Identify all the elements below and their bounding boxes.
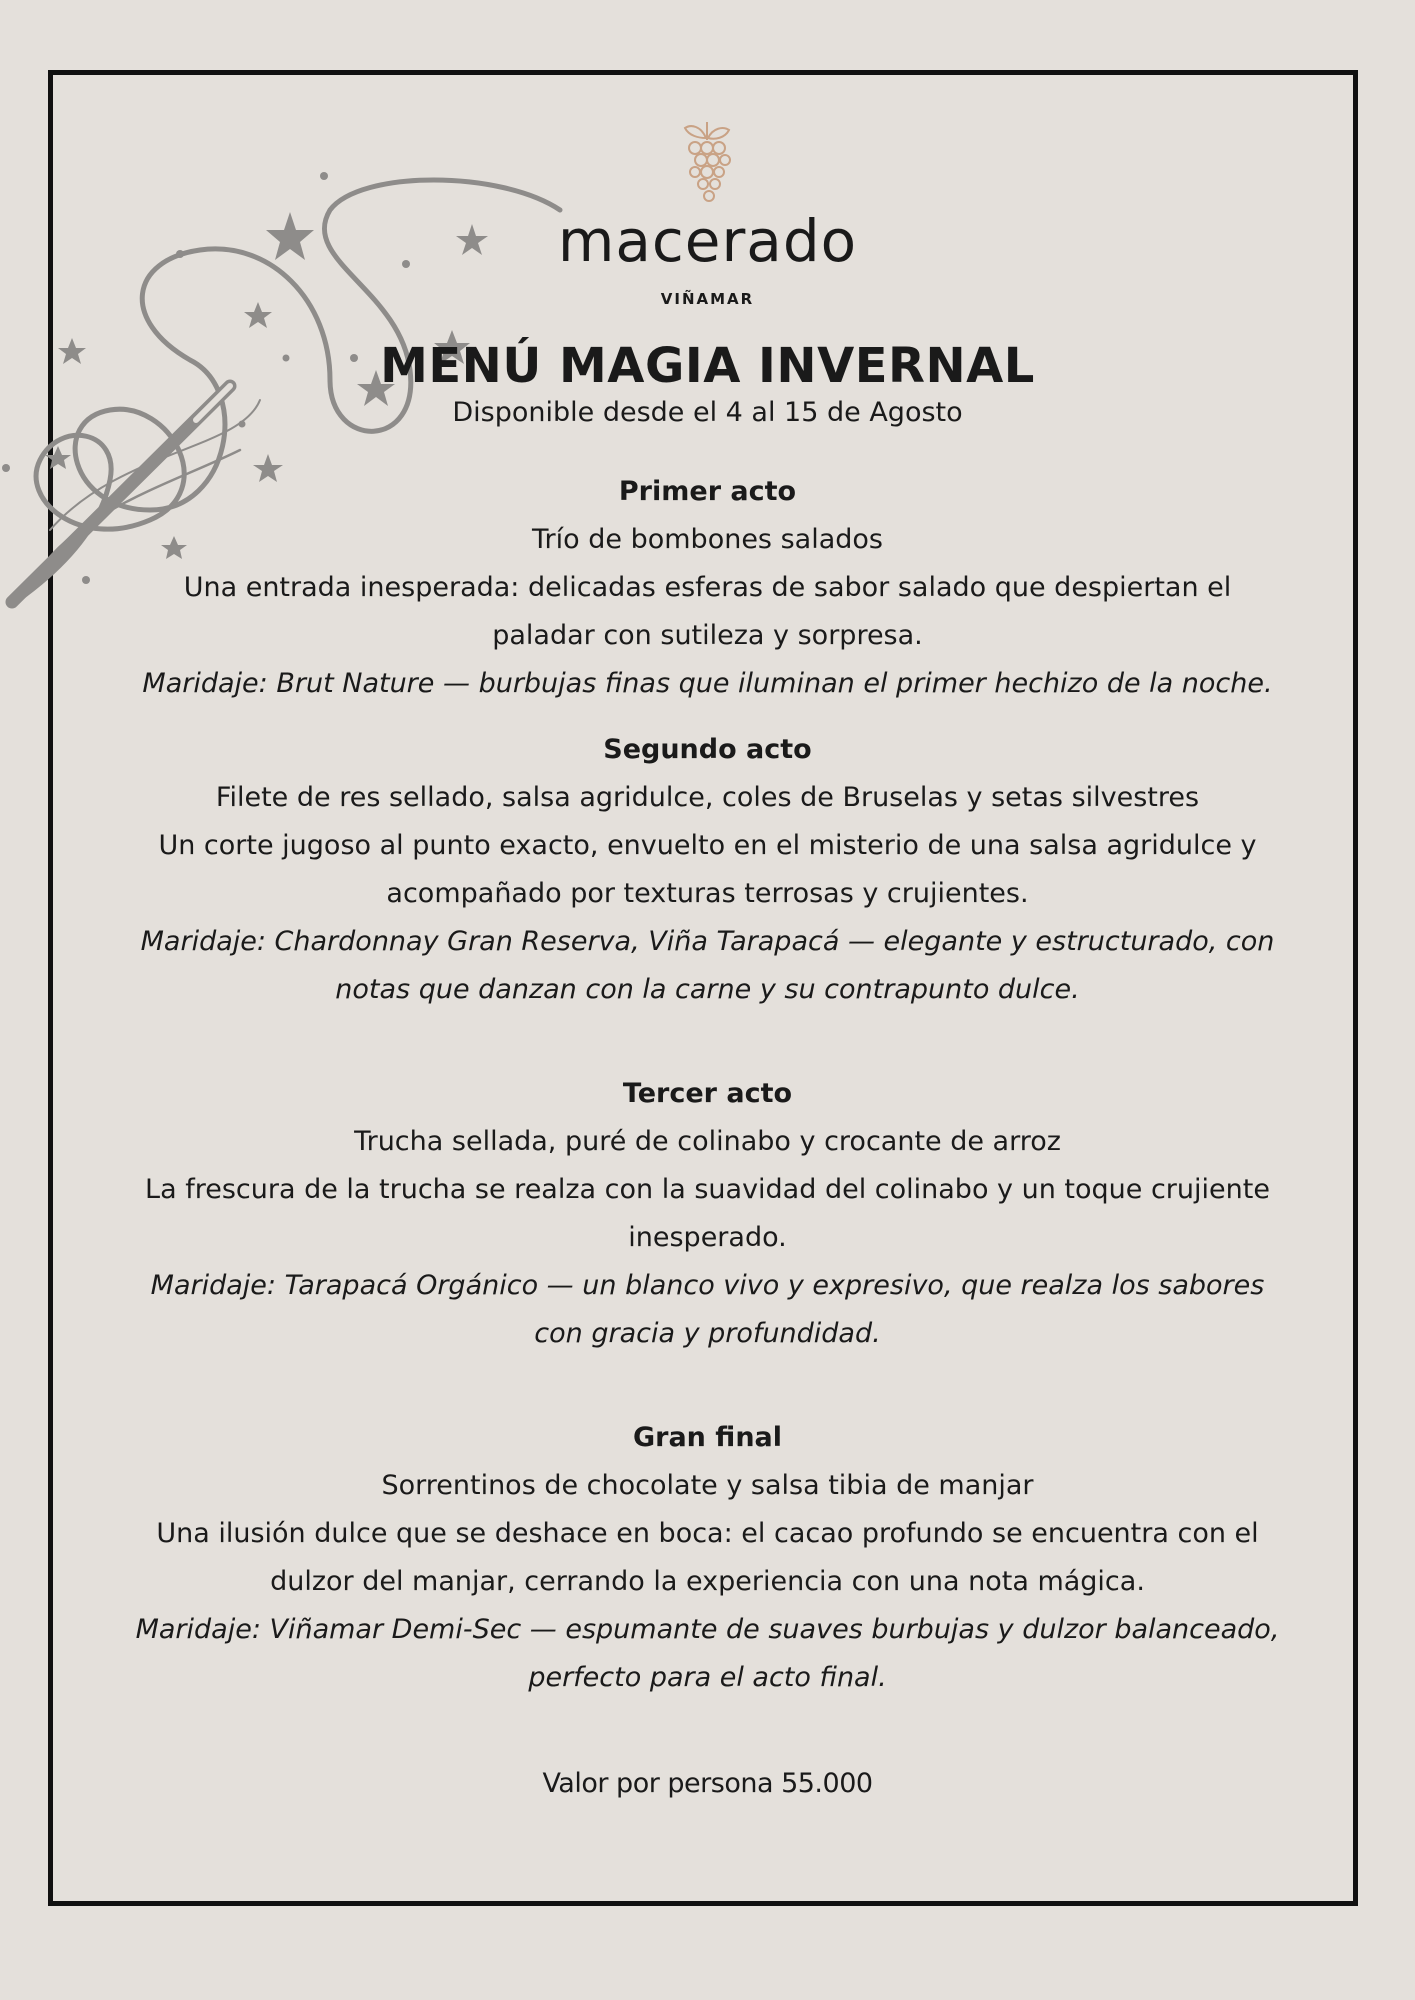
course-dish: Filete de res sellado, salsa agridulce, coles de Bruselas y setas silvestres — [215, 781, 1200, 813]
menu-content — [130, 340, 1285, 1799]
brand-subtitle: VIÑAMAR — [660, 290, 755, 308]
course-dish: Trío de bombones salados — [532, 523, 883, 555]
course-description: La frescura de la trucha se realza con la suavidad del colinabo y un toque crujiente inesperado. — [145, 1173, 1270, 1253]
course-title: Tercer acto — [622, 1077, 793, 1109]
course-section — [130, 1070, 1285, 1358]
course-section — [130, 468, 1285, 708]
course-pairing: Maridaje: Brut Nature — burbujas finas que iluminan el primer hechizo de la noche. — [142, 667, 1273, 699]
course-section — [130, 726, 1285, 1014]
course-title: Segundo acto — [603, 733, 812, 765]
grapes-icon — [673, 118, 743, 210]
course-dish: Trucha sellada, puré de colinabo y crocante de arroz — [354, 1125, 1061, 1157]
course-title: Gran final — [632, 1421, 783, 1453]
course-description: Una ilusión dulce que se deshace en boca: el cacao profundo se encuentra con el dulzor del manjar, cerrando la experiencia con una nota mágica. — [156, 1517, 1259, 1597]
course-description: Una entrada inesperada: delicadas esferas de sabor salado que despiertan el paladar con sutileza y sorpresa. — [183, 571, 1232, 651]
course-description: Un corte jugoso al punto exacto, envuelto en el misterio de una salsa agridulce y acompañado por texturas terrosas y crujientes. — [158, 829, 1257, 909]
brand-logo — [0, 118, 1415, 308]
course-pairing: Maridaje: Viñamar Demi-Sec — espumante de suaves burbujas y dulzor balanceado, perfecto para el acto final. — [135, 1613, 1280, 1693]
availability-dates: Disponible desde el 4 al 15 de Agosto — [452, 396, 963, 428]
course-title: Primer acto — [618, 475, 797, 507]
course-pairing: Maridaje: Tarapacá Orgánico — un blanco vivo y expresivo, que realza los sabores con gracia y profundidad. — [150, 1269, 1265, 1349]
course-pairing: Maridaje: Chardonnay Gran Reserva, Viña Tarapacá — elegante y estructurado, con notas que danzan con la carne y su contrapunto dulce. — [140, 925, 1275, 1005]
course-dish: Sorrentinos de chocolate y salsa tibia de manjar — [381, 1469, 1034, 1501]
course-section — [130, 1414, 1285, 1702]
brand-name: macerado — [557, 207, 858, 275]
price-per-person: Valor por persona 55.000 — [542, 1767, 873, 1799]
menu-title: MENÚ MAGIA INVERNAL — [380, 338, 1035, 394]
